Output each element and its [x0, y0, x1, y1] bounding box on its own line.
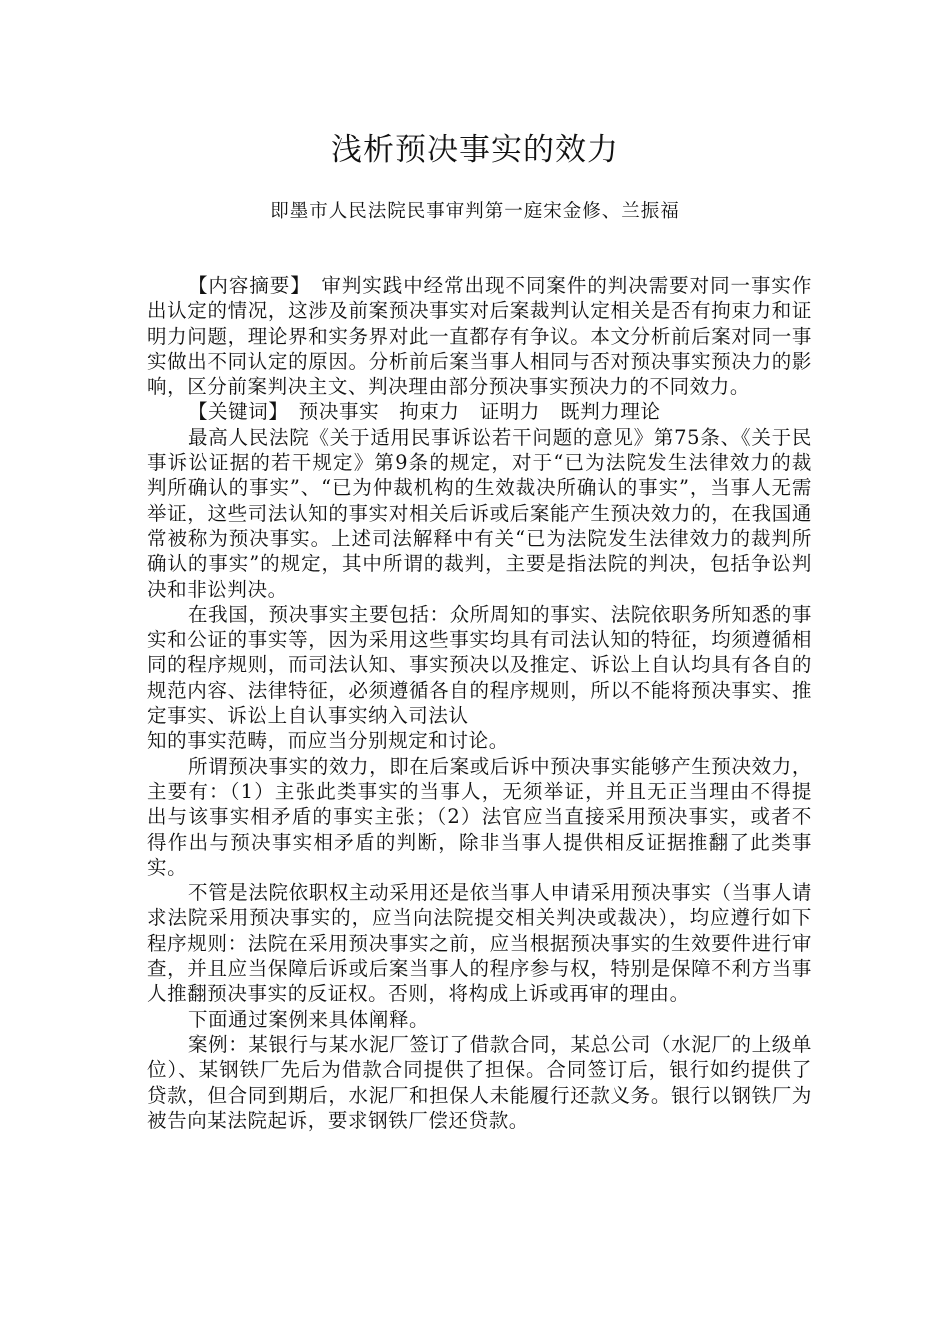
body-paragraph: 不管是法院依职权主动采用还是依当事人申请采用预决事实（当事人请求法院采用预决事实的，应当向法院提交相关判决或裁决），均应遵行如下程序规则：法院在采用预决事实之前，应当根据预决事实的生效要件进行审查，并且应当保障后诉或后案当事人的程序参与权，特别是保障不利方当事人推翻预决事实的反证权。否则，将构成上诉或再审的理由。 [147, 881, 812, 1006]
body-paragraph-continuation: 知的事实范畴，而应当分别规定和讨论。 [147, 729, 509, 753]
case-paragraph: 案例：某银行与某水泥厂签订了借款合同，某总公司（水泥厂的上级单位）、某钢铁厂先后为借款合同提供了担保。合同签订后，银行如约提供了贷款，但合同到期后，水泥厂和担保人未能履行还款义务。银行以钢铁厂为被告向某法院起诉，要求钢铁厂偿还贷款。 [147, 1032, 812, 1132]
abstract-paragraph: 【内容摘要】 审判实践中经常出现不同案件的判决需要对同一事实作出认定的情况，这涉及前案预决事实对后案裁判认定相关是否有拘束力和证明力问题，理论界和实务界对此一直都存有争议。本文分析前后案对同一事实做出不同认定的原因。分析前后案当事人相同与否对预决事实预决力的影响，区分前案判决主文、判决理由部分预决事实预决力的不同效力。 [147, 274, 812, 399]
body-paragraph: 在我国，预决事实主要包括：众所周知的事实、法院依职务所知悉的事实和公证的事实等，因为采用这些事实均具有司法认知的特征，均须遵循相同的程序规则，而司法认知、事实预决以及推定、诉讼上自认均具有各自的规范内容、法律特征，必须遵循各自的程序规则，所以不能将预决事实、推定事实、诉讼上自认事实纳入司法认 [147, 602, 812, 728]
body-paragraph: 最高人民法院《关于适用民事诉讼若干问题的意见》第75条、《关于民事诉讼证据的若干规定》第9条的规定，对于“已为法院发生法律效力的裁判所确认的事实”、“已为仲裁机构的生效裁决所确认的事实”，当事人无需举证，这些司法认知的事实对相关后诉或后案能产生预决效力的，在我国通常被称为预决事实。上述司法解释中有关“已为法院发生法律效力的裁判所确认的事实”的规定，其中所谓的裁判，主要是指法院的判决，包括争讼判决和非讼判决。 [147, 425, 812, 601]
author-byline: 即墨市人民法院民事审判第一庭宋金修、兰振福 [270, 201, 680, 222]
body-paragraph: 下面通过案例来具体阐释。 [187, 1007, 430, 1031]
body-paragraph: 所谓预决事实的效力，即在后案或后诉中预决事实能够产生预决效力，主要有：（1）主张此类事实的当事人，无须举证，并且无正当理由不得提出与该事实相矛盾的事实主张；（2）法官应当直接采用预决事实，或者不得作出与预决事实相矛盾的判断，除非当事人提供相反证据推翻了此类事实。 [147, 754, 812, 879]
document-body [147, 273, 812, 1133]
page-title: 浅析预决事实的效力 [331, 132, 619, 168]
keywords-paragraph: 【关键词】 预决事实 拘束力 证明力 既判力理论 [187, 400, 661, 424]
